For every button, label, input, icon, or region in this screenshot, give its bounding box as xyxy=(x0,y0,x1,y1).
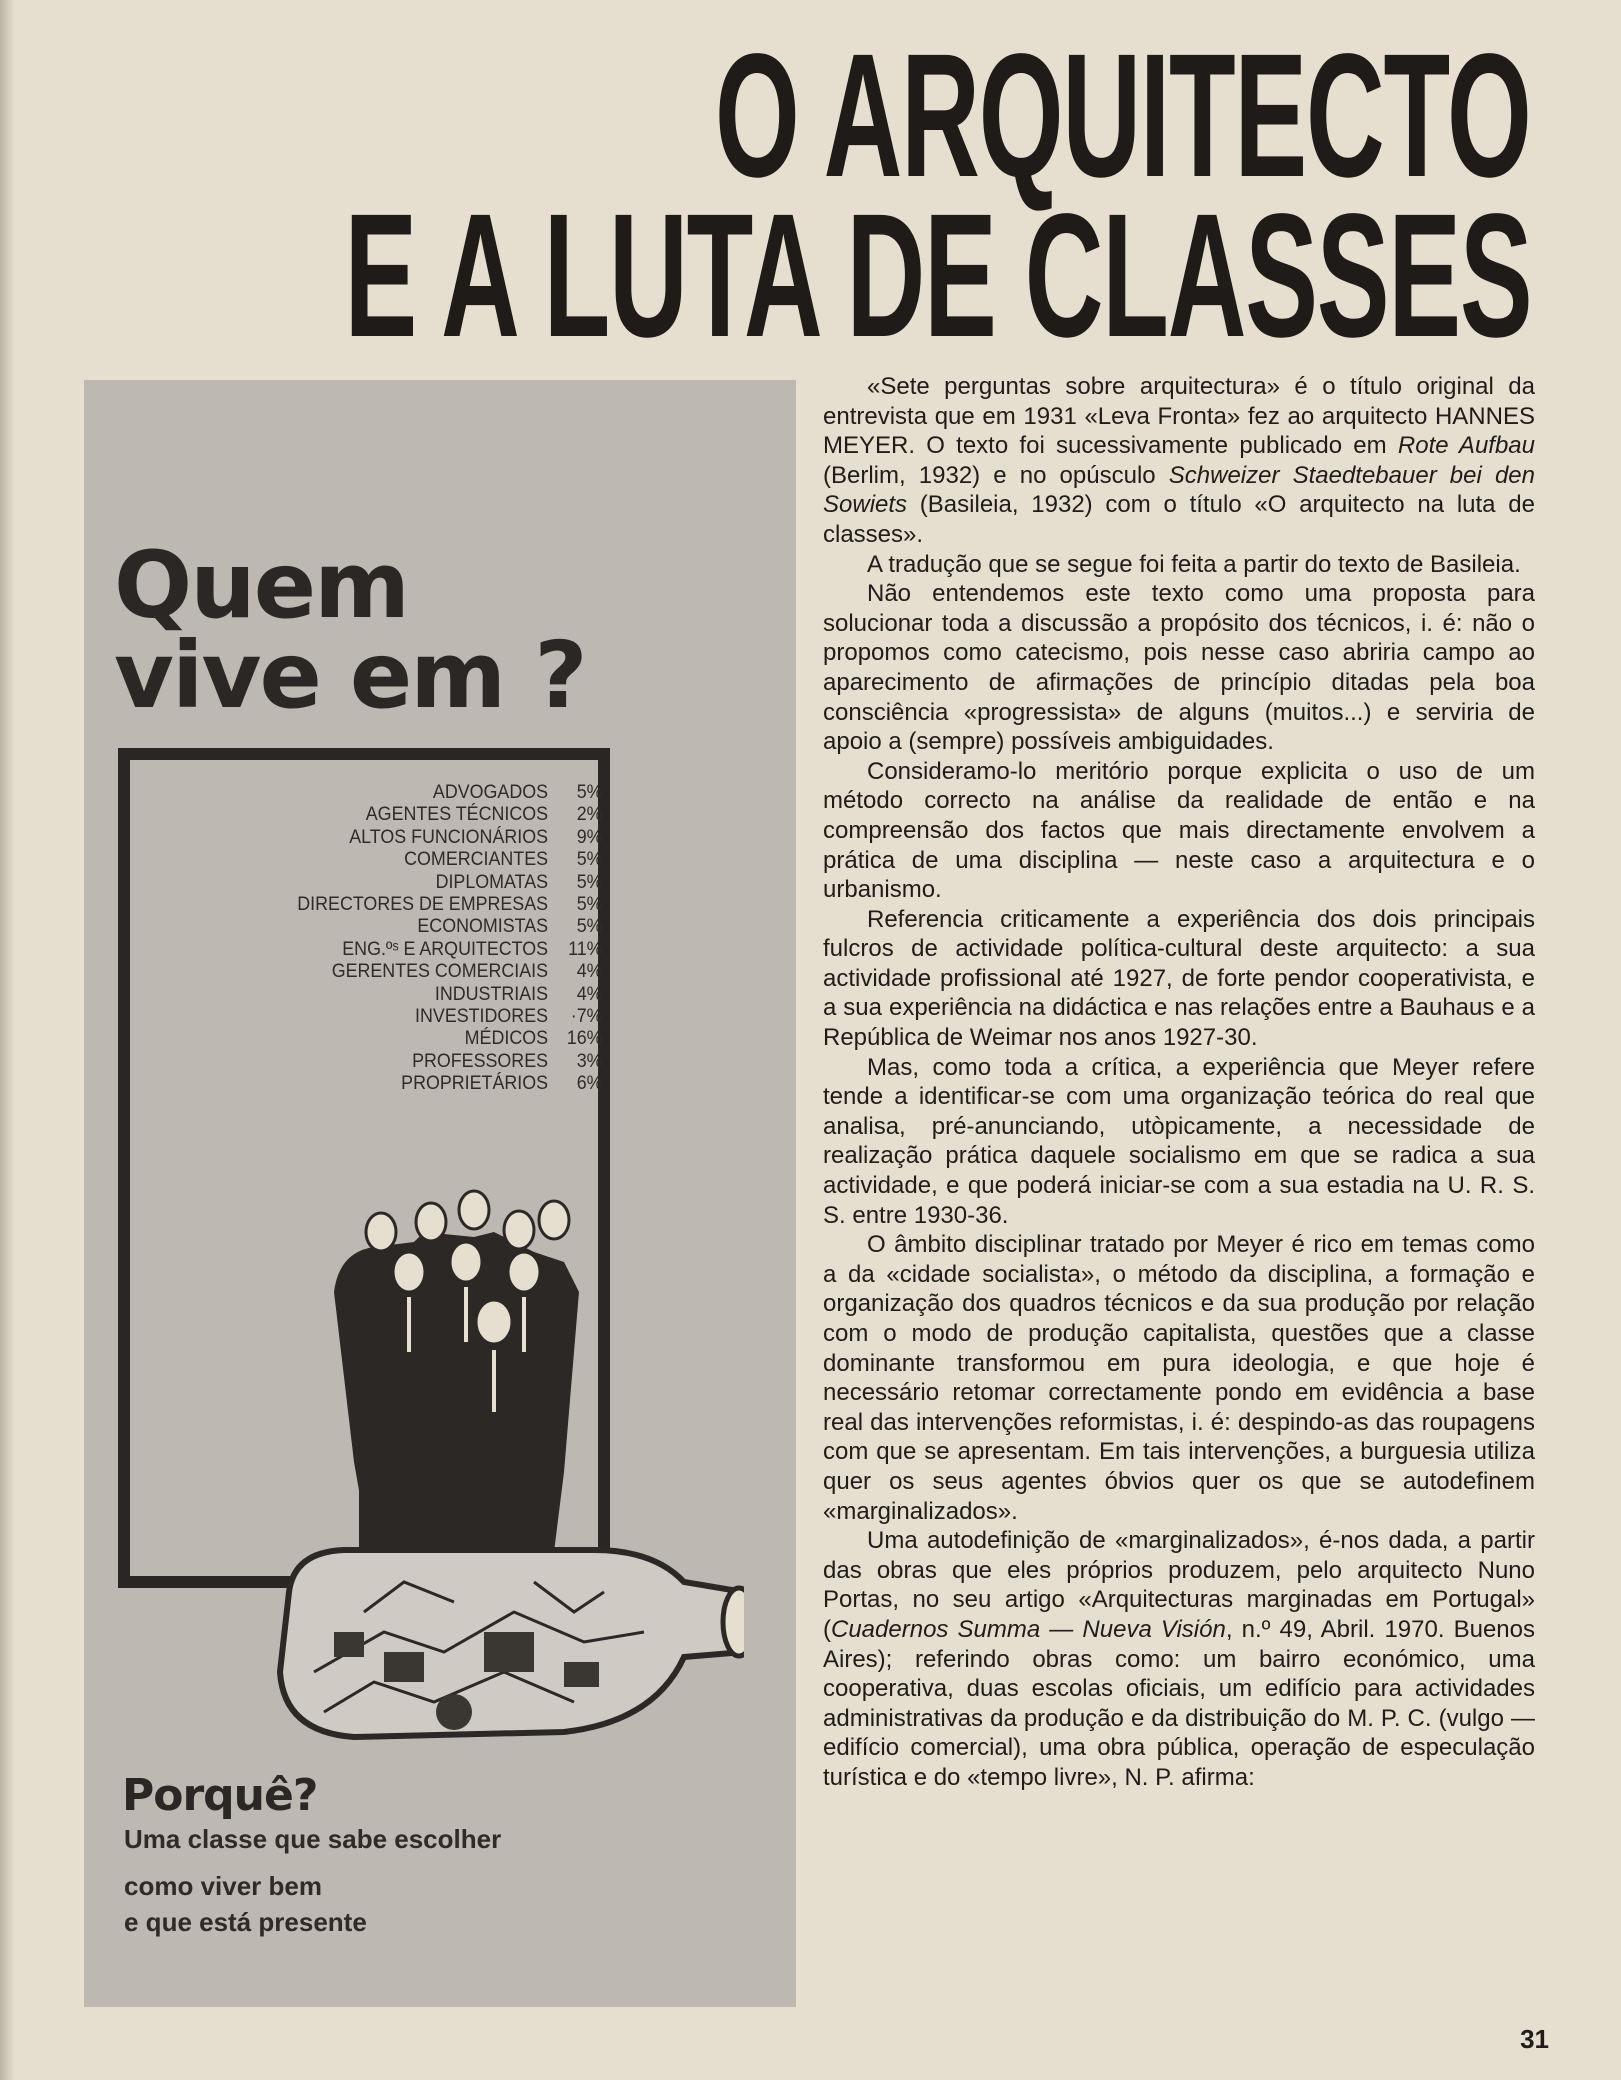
paragraph: O âmbito disciplinar tratado por Meyer é rico em temas como a da «cidade socialista», o método da disciplina, a formação e organização dos quadros técnicos e da sua produção por relação com o modo de produção capitalista, questões que a classe dominante transformou em pura ideologia, e que hoje é necessário retomar correctamente pondo em evidência a base real das intervenções reformistas, i. é: despindo-as das roupagens com que se apresentam. Em tais intervenções, a burguesia utiliza quer os seus agentes óbvios quer os que se autodefinem «marginalizados». xyxy=(823,1231,1535,1525)
profession-percent: 5% xyxy=(576,782,603,803)
text-run: , n.º 49, Abril. 1970. Buenos Aires); referindo obras como: um bairro económico, uma cooperativa, duas escolas oficiais, um edifício para actividades administrativas da produção e da distribuição do M. P. C. (vulgo — edifício comercial), uma obra pública, operação de especulação turística e do «tempo livre», N. P. afirma: xyxy=(823,1615,1536,1791)
profession-percent: 11% xyxy=(568,938,603,960)
profession-row xyxy=(204,916,603,938)
text-run: (Basileia, 1932) com o título «O arquitecto na luta de classes». xyxy=(823,491,1535,548)
ad-question-line-2: vive em ? xyxy=(114,622,586,729)
profession-row xyxy=(204,1073,603,1095)
profession-name: INVESTIDORES xyxy=(415,1006,549,1028)
profession-row xyxy=(204,961,603,983)
advertisement-panel xyxy=(84,380,796,2007)
profession-row xyxy=(204,984,603,1006)
profession-percent: 2% xyxy=(576,804,603,826)
profession-percent: 4% xyxy=(576,961,603,983)
profession-percent: 5% xyxy=(576,894,603,916)
profession-row xyxy=(204,1006,603,1028)
ad-subline-1: Uma classe que sabe escolher xyxy=(124,1824,502,1854)
page-number: 31 xyxy=(1520,2024,1549,2054)
paragraph: Não entendemos este texto como uma proposta para solucionar toda a discussão a propósito dos técnicos, i. é: não o propomos como catecismo, pois nesse caso abriria campo ao aparecimento de afirmações de princípio ditadas pela boa consciência «progressista» de alguns (muitos...) e serviria de apoio a (sempre) possíveis ambiguidades. xyxy=(823,580,1535,756)
profession-name: INDUSTRIAIS xyxy=(434,983,549,1005)
profession-percent: 5% xyxy=(576,849,603,871)
text-run: (Berlim, 1932) e no opúsculo xyxy=(823,461,1169,489)
profession-percent: ·7% xyxy=(570,1006,603,1028)
profession-row xyxy=(204,1051,603,1073)
profession-row xyxy=(204,872,603,894)
profession-percent: 9% xyxy=(576,826,603,848)
profession-name: COMERCIANTES xyxy=(404,849,549,871)
profession-percent: 4% xyxy=(576,983,603,1005)
profession-name: AGENTES TÉCNICOS xyxy=(365,804,549,826)
profession-percent: 16% xyxy=(566,1028,603,1050)
text-run: «Sete perguntas sobre arquitectura» é o título original da entrevista que em 1931 «Leva Fronta» fez ao arquitecto HANNES MEYER. O texto foi sucessivamente publicado em xyxy=(823,373,1535,460)
profession-percent: 3% xyxy=(576,1050,603,1072)
profession-percent: 6% xyxy=(576,1073,603,1095)
profession-name: ENG.ºˢ E ARQUITECTOS xyxy=(342,938,549,960)
page-title-line-2: E A LUTA DE CLASSES xyxy=(344,178,1531,374)
italic-title: Rote Aufbau xyxy=(1397,432,1535,460)
text-run: Uma autodefinição de «marginalizados», é-nos dada, a partir das obras que eles próprios produzem, pelo arquitecto Nuno Portas, no seu artigo «Arquitecturas marginadas em Portugal» ( xyxy=(823,1527,1535,1643)
profession-name: MÉDICOS xyxy=(464,1028,549,1050)
profession-row xyxy=(204,894,603,916)
profession-name: DIPLOMATAS xyxy=(435,871,549,893)
profession-name: ECONOMISTAS xyxy=(417,916,549,938)
ad-subline-3: e que está presente xyxy=(124,1907,367,1937)
paragraph xyxy=(823,1526,1535,1792)
italic-title: Schweizer Staedtebauer bei den Sowiets xyxy=(823,461,1535,519)
profession-row xyxy=(204,1028,603,1050)
profession-percent: 5% xyxy=(576,871,603,893)
profession-percent: 5% xyxy=(576,916,603,938)
profession-list xyxy=(204,782,603,1096)
profession-row xyxy=(204,939,603,961)
profession-row xyxy=(204,804,603,826)
profession-name: PROFESSORES xyxy=(412,1050,549,1072)
page-title-line-1: O ARQUITECTO xyxy=(715,18,1531,214)
profession-row xyxy=(204,827,603,849)
profession-name: DIRECTORES DE EMPRESAS xyxy=(297,894,549,916)
paragraph: Mas, como toda a crítica, a experiência que Meyer refere tende a identificar-se com uma organização teórica do real que analisa, pré-anunciando, utòpicamente, a necessidade de realização prática daquele socialismo em que se radica a sua actividade, e que poderá iniciar-se com a sua estadia na U. R. S. S. entre 1930-36. xyxy=(823,1053,1535,1229)
profession-name: ALTOS FUNCIONÁRIOS xyxy=(349,826,549,848)
article-body xyxy=(823,372,1535,1793)
ad-question-line-1: Quem xyxy=(114,532,408,639)
profession-name: PROPRIETÁRIOS xyxy=(401,1073,549,1095)
ad-porque-heading: Porquê? xyxy=(122,1770,318,1821)
men-in-bottle-illustration xyxy=(184,1112,744,1792)
profession-row xyxy=(204,782,603,804)
paragraph xyxy=(823,372,1535,550)
profession-name: GERENTES COMERCIAIS xyxy=(331,961,549,983)
italic-title: Cuadernos Summa — Nueva Visión xyxy=(831,1615,1226,1643)
profession-row xyxy=(204,849,603,871)
paragraph: A tradução que se segue foi feita a partir do texto de Basileia. xyxy=(867,550,1521,578)
paragraph: Consideramo-lo meritório porque explicita o uso de um método correcto na análise da realidade de então e na compreensão dos factos que mais directamente envolvem a prática de uma disciplina — neste caso a arquitectura e o urbanismo. xyxy=(823,757,1535,904)
page-gutter xyxy=(0,0,14,2080)
paragraph: Referencia criticamente a experiência dos dois principais fulcros de actividade política-cultural deste arquitecto: a sua actividade profissional até 1927, de forte pendor cooperativista, e a sua experiência na didáctica e nas relações entre a Bauhaus e a República de Weimar nos anos 1927-30. xyxy=(823,905,1535,1052)
ad-subline-2: como viver bem xyxy=(124,1871,322,1901)
profession-name: ADVOGADOS xyxy=(432,782,549,803)
